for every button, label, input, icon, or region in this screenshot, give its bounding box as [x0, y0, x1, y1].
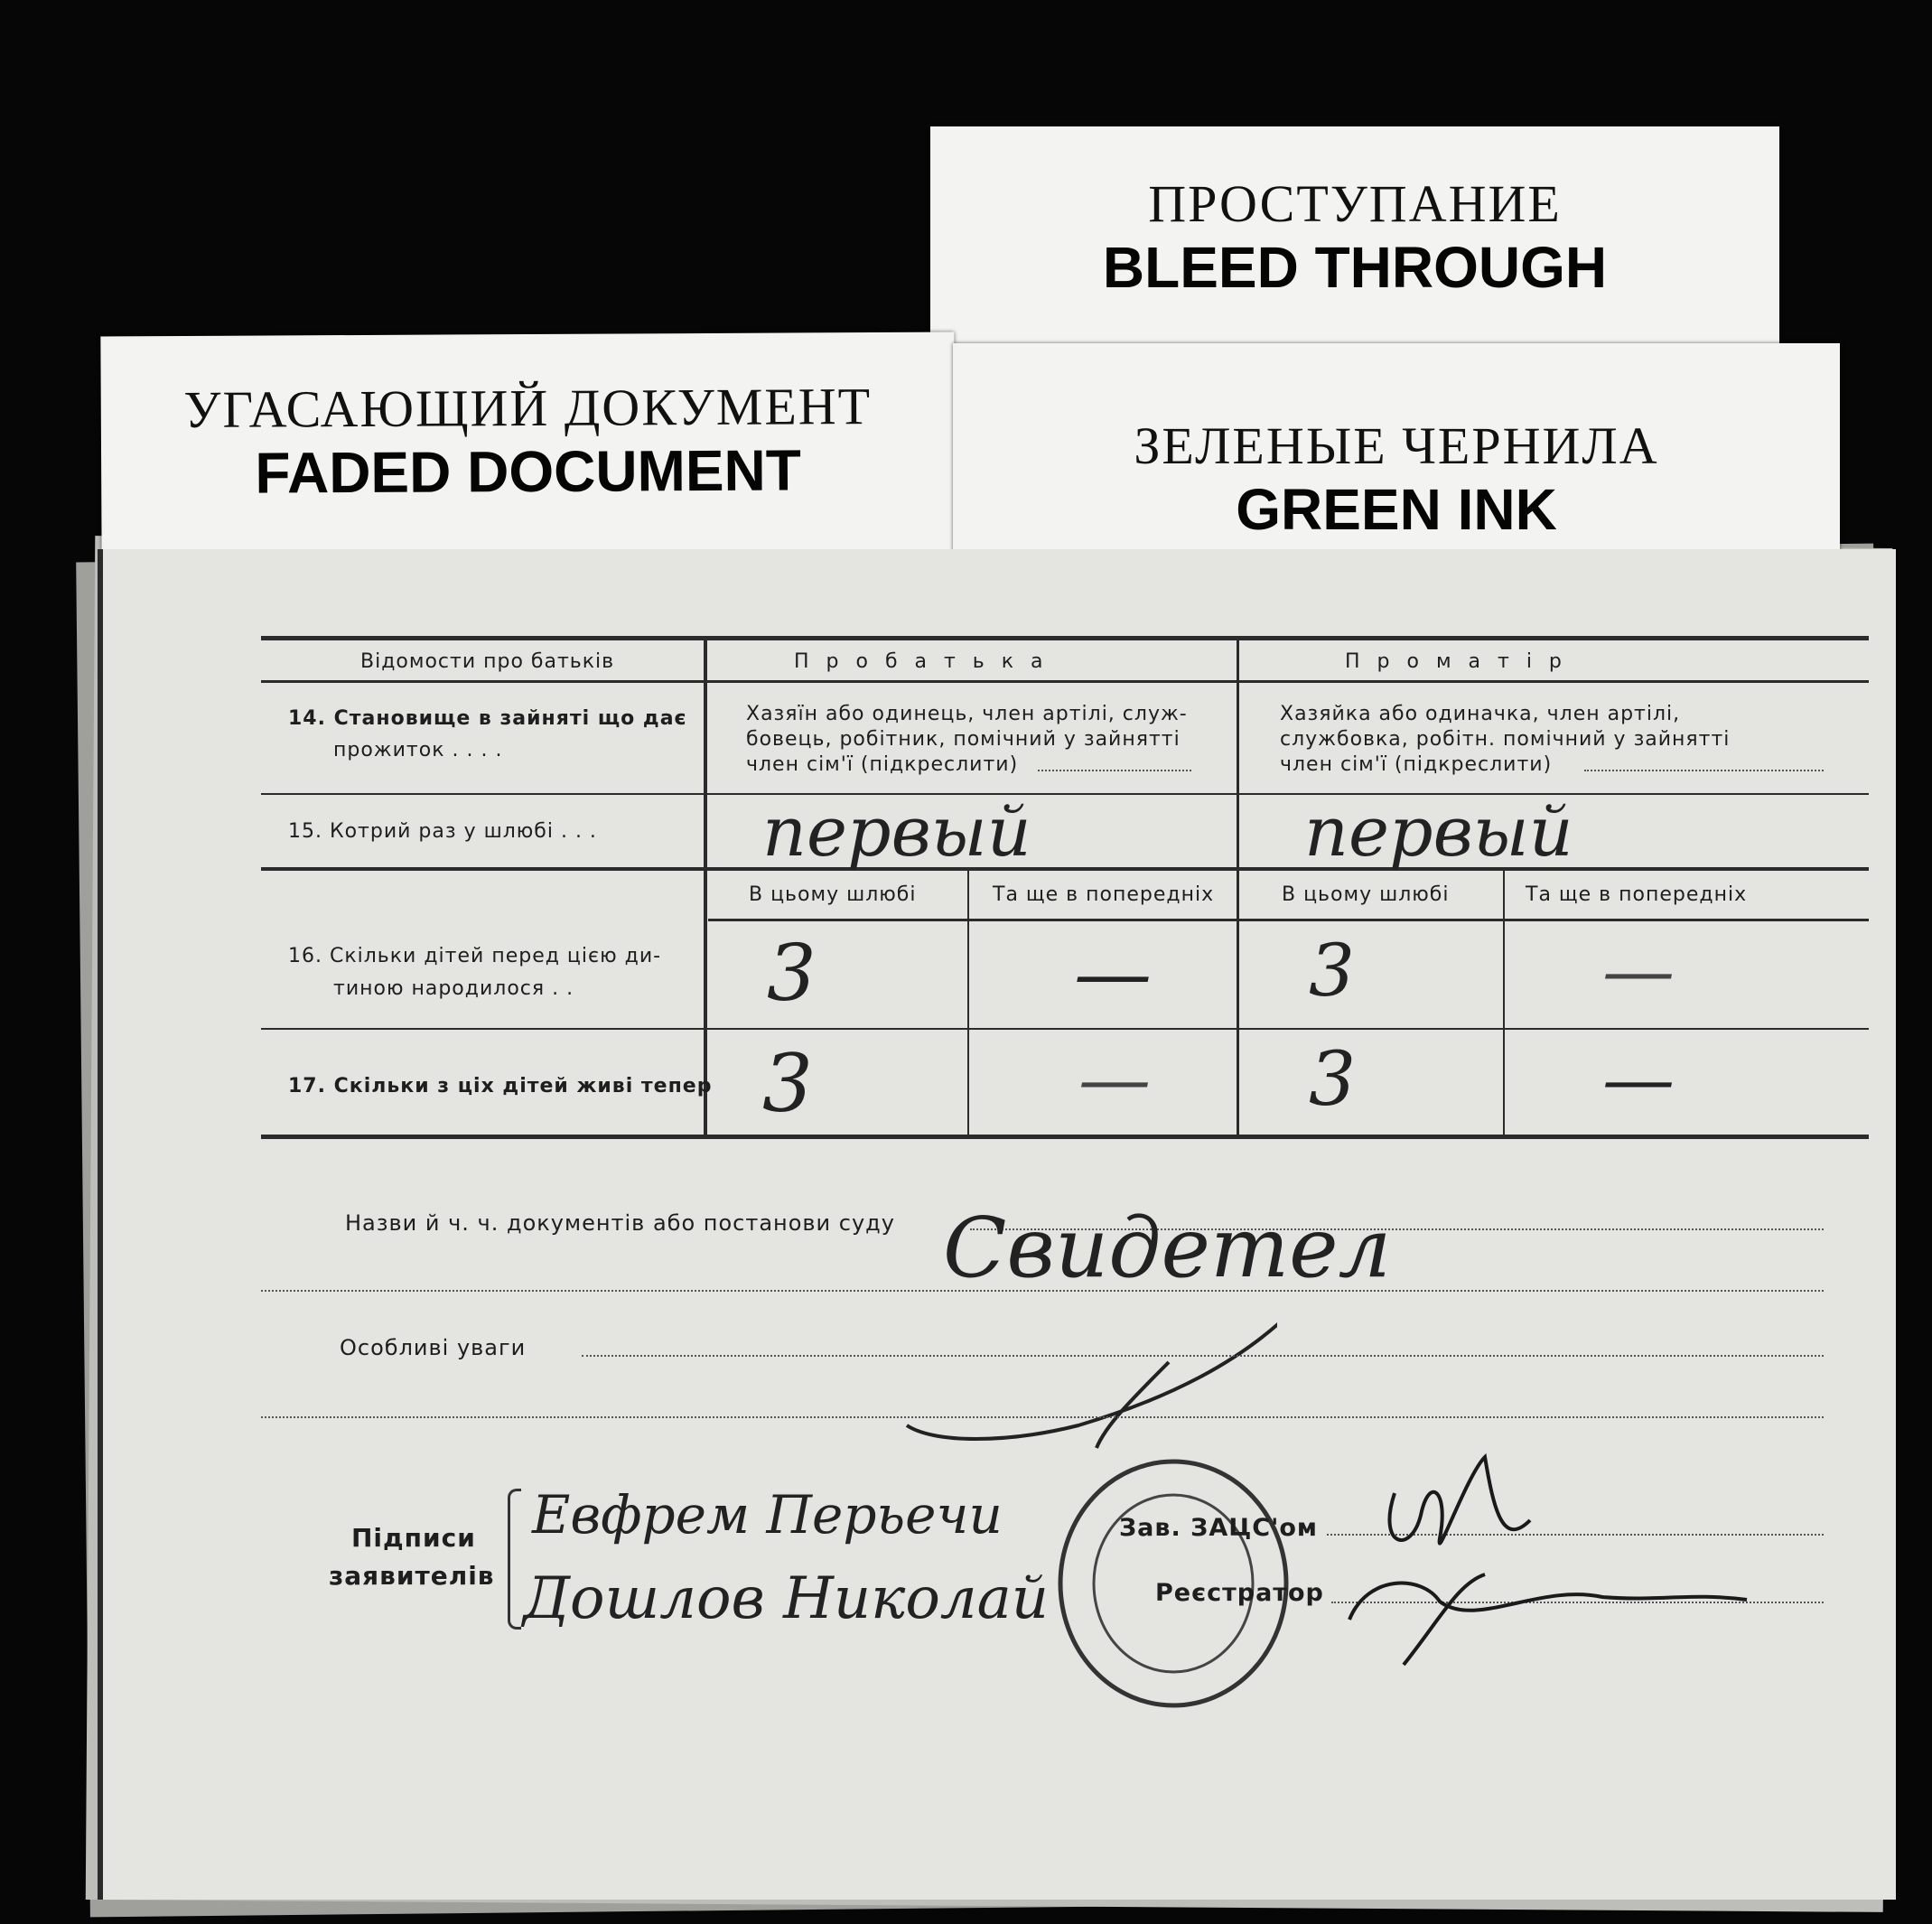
mother-previous-header: Та ще в попередніх	[1526, 883, 1748, 906]
row17-father-prev: —	[1078, 1037, 1151, 1121]
row16-label-line1: 16. Скільки дітей перед цією ди-	[288, 945, 662, 967]
row16-rule	[261, 1028, 1869, 1030]
documents-flourish	[898, 1290, 1277, 1452]
notes-dots-2	[261, 1416, 1824, 1418]
father-previous-header: Та ще в попередніх	[993, 883, 1215, 906]
card-title-en: BLEED THROUGH	[1102, 235, 1608, 300]
row15-rule	[261, 867, 1869, 871]
notes-dots-1	[582, 1355, 1824, 1357]
row14-label-line2: прожиток . . . .	[333, 739, 503, 761]
signer2-signature: Дошлов Николай	[523, 1565, 1049, 1632]
head-label: Зав. ЗАЦС'ом	[1119, 1514, 1318, 1542]
row14-mother-dots	[1584, 770, 1824, 771]
documents-label: Назви й ч. ч. документів або постанови суду	[345, 1210, 895, 1236]
row14-mother-line2: службовка, робітн. помічний у зайнятті	[1280, 728, 1731, 751]
card-title-ru: ПРОСТУПАНИЕ	[1148, 174, 1562, 233]
row16-mother-this: 3	[1309, 929, 1355, 1013]
row14-mother-line3: член сім'ї (підкреслити)	[1280, 753, 1553, 776]
signatures-label-line2: заявителів	[329, 1561, 495, 1591]
header-mother: П р о м а т і р	[1345, 650, 1567, 673]
card-title-ru: ЗЕЛЕНЫЕ ЧЕРНИЛА	[1134, 416, 1659, 475]
row14-mother-line1: Хазяйка або одиначка, член артілі,	[1280, 703, 1681, 725]
col-divider-father	[967, 867, 969, 1138]
mother-this-marriage-header: В цьому шлюбі	[1282, 883, 1450, 906]
row16-father-prev: —	[1074, 929, 1152, 1019]
signatures-label-line1: Підписи	[351, 1523, 476, 1553]
faded-document-card	[100, 332, 955, 563]
row16-mother-prev: —	[1602, 929, 1675, 1013]
card-title-en: GREEN INK	[1236, 477, 1557, 542]
row17-label: 17. Скільки з ціх дітей живі тепер	[288, 1075, 713, 1097]
table-top-rule	[261, 636, 1869, 640]
subheader-rule	[708, 919, 1869, 921]
row17-father-this: 3	[762, 1037, 813, 1130]
documents-value: Свидетел	[943, 1200, 1392, 1296]
card-title-ru: УГАСАЮЩИЙ ДОКУМЕНТ	[183, 377, 873, 439]
row14-rule	[261, 793, 1869, 795]
green-ink-card	[953, 343, 1840, 560]
row16-father-this: 3	[767, 929, 817, 1019]
row14-father-line1: Хазяїн або одинець, член артілі, служ-	[746, 703, 1188, 725]
row14-father-line2: бовець, робітник, помічний у зайнятті	[746, 728, 1181, 751]
signer1-signature: Евфрем Перьечи	[532, 1484, 1003, 1546]
row14-father-dots	[1038, 770, 1191, 771]
father-this-marriage-header: В цьому шлюбі	[749, 883, 917, 906]
card-title-en: FADED DOCUMENT	[255, 437, 802, 506]
col-divider-mother	[1503, 867, 1505, 1138]
row17-mother-prev: —	[1602, 1037, 1675, 1121]
header-parents: Відомости про батьків	[360, 650, 615, 673]
row17-mother-this: 3	[1309, 1037, 1357, 1123]
row16-label-line2: тиною народилося . .	[333, 977, 574, 1000]
col-divider-1	[704, 636, 707, 1139]
row14-label-line1: 14. Становище в зайняті що дає	[288, 707, 687, 730]
official-signatures	[1313, 1439, 1819, 1728]
registrar-label: Реєстратор	[1155, 1579, 1324, 1607]
row14-father-line3: член сім'ї (підкреслити)	[746, 753, 1019, 776]
row15-mother-value: первый	[1304, 791, 1573, 872]
header-rule	[261, 680, 1869, 683]
row15-father-value: первый	[762, 791, 1031, 872]
bleed-through-card	[930, 126, 1779, 361]
col-divider-2	[1237, 636, 1239, 1139]
header-father: П р о б а т ь к а	[794, 650, 1049, 673]
row15-label: 15. Котрий раз у шлюбі . . .	[288, 820, 597, 843]
table-bottom-rule	[261, 1135, 1869, 1139]
signatures-brace	[508, 1489, 521, 1630]
registration-form-sheet	[98, 549, 1896, 1900]
notes-label: Особливі уваги	[340, 1335, 527, 1360]
